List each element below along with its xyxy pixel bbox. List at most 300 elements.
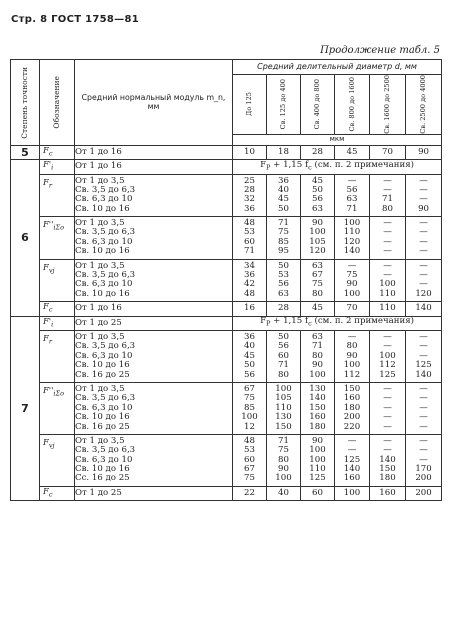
tolerance-value: — (419, 435, 428, 446)
value-cell (370, 330, 406, 382)
tolerance-value: — (419, 227, 428, 238)
value-cell (233, 174, 267, 217)
value-cell (406, 330, 442, 382)
module-range: Св. 10 до 16 (75, 203, 130, 214)
value-cell (370, 382, 406, 434)
tolerance-value: — (419, 184, 428, 195)
module-range: От 1 до 3,5 (75, 175, 125, 186)
value-cell (267, 145, 301, 159)
tolerance-value: — (419, 270, 428, 281)
degree-header: Степень точности (11, 60, 40, 146)
tolerance-value: 67 (244, 464, 255, 475)
tolerance-value: — (347, 445, 357, 456)
module-range: Св. 3,5 до 6,3 (75, 184, 136, 195)
module-range: Св. 10 до 16 (75, 360, 130, 371)
tolerance-value: 125 (309, 473, 326, 484)
table-row (11, 259, 442, 302)
tolerance-value: 100 (241, 412, 258, 423)
tolerance-value: 48 (244, 218, 255, 229)
tolerance-value: 150 (275, 421, 292, 432)
tolerance-value: 45 (346, 146, 358, 157)
module-range-cell (75, 145, 233, 159)
tolerance-value: 90 (418, 146, 429, 157)
tolerance-value: — (419, 421, 428, 432)
tolerance-value: 63 (312, 260, 323, 271)
tolerance-value: — (383, 435, 392, 446)
value-cell (370, 259, 406, 302)
value-cell (233, 486, 267, 500)
tolerance-value: 16 (244, 303, 255, 314)
tolerance-value: 56 (244, 369, 255, 380)
tolerance-value: 160 (309, 412, 326, 423)
tolerance-value: — (419, 445, 428, 456)
tolerance-value: 150 (309, 402, 326, 413)
module-range: Св. 3,5 до 6,3 (75, 227, 136, 238)
tolerance-value: 56 (346, 184, 358, 195)
tolerance-value: 75 (346, 270, 358, 281)
module-range-cell (75, 316, 233, 330)
module-range-cell (75, 382, 233, 434)
table-row (11, 217, 442, 260)
tolerance-value: — (383, 218, 392, 229)
formula-cell: $F_P + 1,15$ $f_c$ (см. п. 2 примечания) (233, 316, 442, 330)
module-range-cell (75, 259, 233, 302)
tolerance-value: 125 (379, 369, 396, 380)
tolerance-value: 75 (278, 227, 289, 238)
value-cell (301, 486, 335, 500)
value-cell (406, 382, 442, 434)
module-range: Св. 10 до 16 (75, 464, 130, 475)
tolerance-value: 75 (312, 279, 323, 290)
value-cell (370, 302, 406, 316)
value-cell (335, 434, 370, 486)
value-cell (233, 217, 267, 260)
tolerance-value: 100 (309, 227, 326, 238)
value-cell (335, 217, 370, 260)
tolerance-value: 22 (244, 487, 255, 498)
tolerance-value: 71 (312, 341, 323, 352)
tolerance-value: 130 (309, 383, 326, 394)
module-range: Св. 6,3 до 10 (75, 236, 133, 247)
tolerance-value: 140 (415, 369, 432, 380)
module-range-cell (75, 486, 233, 500)
tolerance-value: — (419, 402, 428, 413)
designation-cell: $F_{vj}$ (40, 259, 75, 302)
tolerance-value: 80 (312, 288, 323, 299)
table-row (11, 316, 442, 330)
tolerance-value: 71 (244, 246, 255, 257)
designation-cell: $F''_{i\Sigma o}$ (40, 217, 75, 260)
tolerance-value: 105 (309, 236, 326, 247)
module-range-cell (75, 217, 233, 260)
value-cell (233, 330, 267, 382)
accuracy-degree: 6 (11, 160, 40, 316)
value-cell (301, 217, 335, 260)
designation-cell: $F_c$ (40, 145, 75, 159)
tolerance-value: 100 (379, 350, 396, 361)
module-range: Св. 6,3 до 10 (75, 350, 133, 361)
tolerance-value: 100 (379, 279, 396, 290)
tolerance-value: 110 (379, 303, 396, 314)
tolerance-value: — (419, 383, 428, 394)
value-cell (406, 434, 442, 486)
designation-cell: $F''_{i\Sigma o}$ (40, 382, 75, 434)
value-cell (370, 434, 406, 486)
tolerance-value: 180 (309, 421, 326, 432)
tolerance-value: 53 (244, 227, 255, 238)
tolerance-value: — (383, 227, 392, 238)
value-cell (335, 145, 370, 159)
tolerance-value: 180 (343, 402, 361, 413)
tolerance-value: — (383, 421, 392, 432)
value-cell (233, 382, 267, 434)
tolerance-value: 63 (278, 288, 289, 299)
module-range: Св. 3,5 до 6,3 (75, 393, 136, 404)
tolerance-value: 70 (346, 303, 358, 314)
value-cell (233, 145, 267, 159)
tolerance-value: 71 (382, 194, 393, 205)
value-cell (335, 486, 370, 500)
tolerance-value: 200 (415, 473, 432, 484)
tolerance-value: 50 (278, 260, 289, 271)
designation-cell: $F'_i$ (40, 316, 75, 330)
tolerance-value: 140 (309, 393, 326, 404)
tolerance-value: — (419, 454, 428, 465)
table-row (11, 434, 442, 486)
tolerance-value: 36 (244, 331, 255, 342)
diameter-header-5: Св. 2500 до 4000 (406, 75, 442, 135)
tolerance-value: 60 (312, 487, 323, 498)
value-cell (267, 330, 301, 382)
diameter-header-0: До 125 (233, 75, 267, 135)
value-cell (267, 382, 301, 434)
tolerance-value: 100 (309, 445, 326, 456)
tolerance-value: 36 (278, 175, 289, 186)
tolerance-value: — (383, 412, 392, 423)
module-range-cell (75, 174, 233, 217)
value-cell (233, 259, 267, 302)
value-cell (335, 259, 370, 302)
designation-cell: $F_c$ (40, 302, 75, 316)
diameter-header-3: Св. 800 до 1600 (335, 75, 370, 135)
tolerance-value: 63 (346, 194, 358, 205)
module-range: От 1 до 16 (75, 161, 122, 172)
value-cell (406, 259, 442, 302)
value-cell (267, 486, 301, 500)
value-cell (406, 302, 442, 316)
tolerance-value: — (347, 331, 357, 342)
table-row (11, 486, 442, 500)
tolerance-value: 160 (343, 473, 361, 484)
tolerance-value: 60 (244, 236, 255, 247)
designation-cell: $F_{vj}$ (40, 434, 75, 486)
tolerance-value: 180 (379, 473, 396, 484)
tolerance-value: 40 (278, 184, 289, 195)
tolerance-value: 140 (379, 454, 396, 465)
module-range: Св. 16 до 25 (75, 369, 130, 380)
table-row (11, 302, 442, 316)
module-range-cell (75, 302, 233, 316)
value-cell (406, 145, 442, 159)
value-cell (233, 302, 267, 316)
tolerance-table (10, 59, 442, 501)
value-cell (233, 434, 267, 486)
designation-cell: $F_r$ (40, 330, 75, 382)
accuracy-degree: 7 (11, 316, 40, 501)
tolerance-value: 60 (278, 350, 289, 361)
tolerance-value: — (419, 279, 428, 290)
tolerance-value: 67 (244, 383, 255, 394)
tolerance-value: 110 (379, 288, 396, 299)
tolerance-value: 100 (309, 369, 326, 380)
tolerance-value: 125 (415, 360, 432, 371)
tolerance-value: 120 (309, 246, 326, 257)
tolerance-value: — (383, 246, 392, 257)
module-range-cell (75, 330, 233, 382)
tolerance-value: 34 (244, 260, 255, 271)
tolerance-value: 53 (244, 445, 255, 456)
tolerance-value: 67 (312, 270, 323, 281)
module-range: Св. 10 до 16 (75, 412, 130, 423)
tolerance-value: 100 (309, 454, 326, 465)
tolerance-value: 12 (244, 421, 255, 432)
tolerance-value: 110 (275, 402, 292, 413)
tolerance-value: 32 (244, 194, 255, 205)
tolerance-value: 90 (278, 464, 289, 475)
tolerance-value: 100 (343, 360, 361, 371)
module-range: От 1 до 3,5 (75, 383, 125, 394)
value-cell (301, 330, 335, 382)
tolerance-value: — (383, 331, 392, 342)
tolerance-value: — (419, 246, 428, 257)
tolerance-value: 150 (379, 464, 396, 475)
formula-cell: $F_P + 1,15$ $f_c$ (см. п. 2 примечания) (233, 160, 442, 174)
module-header: Средний нормальный модуль m_n, мм (75, 60, 233, 146)
module-range: Св. 16 до 25 (75, 421, 130, 432)
tolerance-value: 36 (244, 270, 255, 281)
table-continuation-label: Продолжение табл. 5 (320, 45, 440, 56)
tolerance-value: 160 (379, 487, 396, 498)
tolerance-value: 60 (244, 454, 255, 465)
value-cell (335, 330, 370, 382)
tolerance-value: — (347, 260, 357, 271)
tolerance-value: 85 (244, 402, 255, 413)
tolerance-value: — (383, 393, 392, 404)
module-range-cell (75, 434, 233, 486)
tolerance-value: 90 (312, 435, 323, 446)
diameter-header-2: Св. 400 до 800 (301, 75, 335, 135)
value-cell (335, 302, 370, 316)
tolerance-value: 63 (312, 203, 323, 214)
tolerance-value: 18 (278, 146, 289, 157)
tolerance-value: 140 (343, 246, 361, 257)
table-row (11, 382, 442, 434)
tolerance-value: — (383, 402, 392, 413)
tolerance-value: — (419, 341, 428, 352)
designation-cell: $F_r$ (40, 174, 75, 217)
value-cell (406, 486, 442, 500)
tolerance-value: 100 (275, 473, 292, 484)
module-range: От 1 до 25 (75, 487, 122, 498)
module-range: Св. 3,5 до 6,3 (75, 445, 136, 456)
tolerance-value: 71 (346, 203, 358, 214)
table-row (11, 330, 442, 382)
tolerance-value: 40 (244, 341, 255, 352)
tolerance-value: — (383, 383, 392, 394)
tolerance-value: 70 (382, 146, 393, 157)
tolerance-value: 53 (278, 270, 289, 281)
tolerance-value: 100 (343, 288, 361, 299)
value-cell (267, 217, 301, 260)
value-cell (370, 145, 406, 159)
tolerance-value: 50 (278, 203, 289, 214)
tolerance-value: 90 (312, 218, 323, 229)
value-cell (370, 174, 406, 217)
tolerance-value: — (419, 236, 428, 247)
tolerance-value: — (419, 350, 428, 361)
value-cell (267, 174, 301, 217)
module-range: От 1 до 3,5 (75, 218, 125, 229)
tolerance-value: 200 (415, 487, 432, 498)
tolerance-value: 140 (343, 464, 361, 475)
tolerance-value: — (419, 218, 428, 229)
tolerance-value: — (383, 341, 392, 352)
tolerance-value: — (347, 175, 357, 186)
tolerance-value: 95 (278, 246, 289, 257)
value-cell (301, 434, 335, 486)
tolerance-value: 45 (244, 350, 255, 361)
tolerance-value: 80 (278, 369, 289, 380)
tolerance-value: 130 (275, 412, 292, 423)
tolerance-value: 120 (343, 236, 361, 247)
value-cell (301, 145, 335, 159)
module-range: От 1 до 3,5 (75, 331, 125, 342)
accuracy-degree: 5 (11, 145, 40, 159)
module-range-cell (75, 160, 233, 174)
module-range: Сс. 16 до 25 (75, 473, 130, 484)
tolerance-value: 112 (343, 369, 361, 380)
tolerance-value: 90 (346, 279, 358, 290)
module-range: От 1 до 3,5 (75, 435, 125, 446)
tolerance-value: 140 (415, 303, 432, 314)
tolerance-value: — (347, 435, 357, 446)
module-range: Св. 3,5 до 6,3 (75, 341, 136, 352)
tolerance-value: 100 (343, 218, 361, 229)
table-row (11, 174, 442, 217)
tolerance-value: 105 (275, 393, 292, 404)
unit-label: мкм (233, 134, 442, 145)
tolerance-value: 56 (312, 194, 323, 205)
module-range: Св. 3,5 до 6,3 (75, 270, 136, 281)
value-cell (267, 259, 301, 302)
tolerance-value: 28 (244, 184, 255, 195)
designation-cell: $F_c$ (40, 486, 75, 500)
tolerance-value: 125 (343, 454, 361, 465)
tolerance-value: 71 (278, 218, 289, 229)
module-range: Св. 10 до 16 (75, 288, 130, 299)
tolerance-value: 100 (343, 487, 361, 498)
module-range: От 1 до 16 (75, 146, 122, 157)
value-cell (301, 174, 335, 217)
module-range: Св. 6,3 до 10 (75, 402, 133, 413)
tolerance-value: 80 (278, 454, 289, 465)
tolerance-value: — (419, 194, 428, 205)
tolerance-value: 85 (278, 236, 289, 247)
tolerance-value: 48 (244, 435, 255, 446)
tolerance-value: — (383, 445, 392, 456)
value-cell (301, 382, 335, 434)
tolerance-value: 90 (418, 203, 429, 214)
designation-cell: $F'_i$ (40, 160, 75, 174)
tolerance-value: — (383, 236, 392, 247)
tolerance-value: 40 (278, 487, 289, 498)
tolerance-value: 90 (346, 350, 358, 361)
tolerance-value: 170 (415, 464, 432, 475)
tolerance-value: — (383, 184, 392, 195)
module-range: Св. 6,3 до 10 (75, 194, 133, 205)
tolerance-value: 71 (278, 360, 289, 371)
tolerance-value: 100 (275, 383, 292, 394)
tolerance-value: — (383, 175, 392, 186)
tolerance-value: 200 (343, 412, 361, 423)
table-row (11, 145, 442, 159)
tolerance-value: 56 (278, 341, 289, 352)
tolerance-value: 56 (278, 279, 289, 290)
tolerance-value: 80 (312, 350, 323, 361)
tolerance-value: 50 (312, 184, 323, 195)
tolerance-value: 71 (278, 435, 289, 446)
tolerance-value: — (383, 260, 392, 271)
tolerance-value: 110 (343, 227, 361, 238)
module-range: От 1 до 25 (75, 317, 122, 328)
value-cell (301, 259, 335, 302)
tolerance-value: 45 (312, 303, 323, 314)
module-range: Св. 6,3 до 10 (75, 279, 133, 290)
value-cell (301, 302, 335, 316)
tolerance-value: 28 (278, 303, 289, 314)
diameter-header-4: Св. 1600 до 2500 (370, 75, 406, 135)
designation-header: Обозначение (40, 60, 75, 146)
tolerance-value: — (419, 260, 428, 271)
value-cell (406, 217, 442, 260)
tolerance-value: 120 (415, 288, 432, 299)
module-range: От 1 до 16 (75, 303, 122, 314)
value-cell (370, 217, 406, 260)
tolerance-value: 36 (244, 203, 255, 214)
tolerance-value: 48 (244, 288, 255, 299)
tolerance-value: 220 (343, 421, 361, 432)
tolerance-value: — (419, 331, 428, 342)
tolerance-value: 75 (244, 473, 255, 484)
value-cell (267, 302, 301, 316)
table-row (11, 160, 442, 174)
tolerance-value: 28 (312, 146, 323, 157)
value-cell (267, 434, 301, 486)
tolerance-value: 10 (244, 146, 255, 157)
tolerance-value: 80 (382, 203, 393, 214)
tolerance-value: 42 (244, 279, 255, 290)
tolerance-value: 75 (244, 393, 255, 404)
tolerance-value: — (383, 270, 392, 281)
tolerance-value: — (419, 412, 428, 423)
module-range: От 1 до 3,5 (75, 260, 125, 271)
value-cell (335, 174, 370, 217)
tolerance-value: — (419, 393, 428, 404)
tolerance-value: 90 (312, 360, 323, 371)
tolerance-value: 112 (379, 360, 396, 371)
tolerance-value: 63 (312, 331, 323, 342)
tolerance-value: 50 (244, 360, 255, 371)
